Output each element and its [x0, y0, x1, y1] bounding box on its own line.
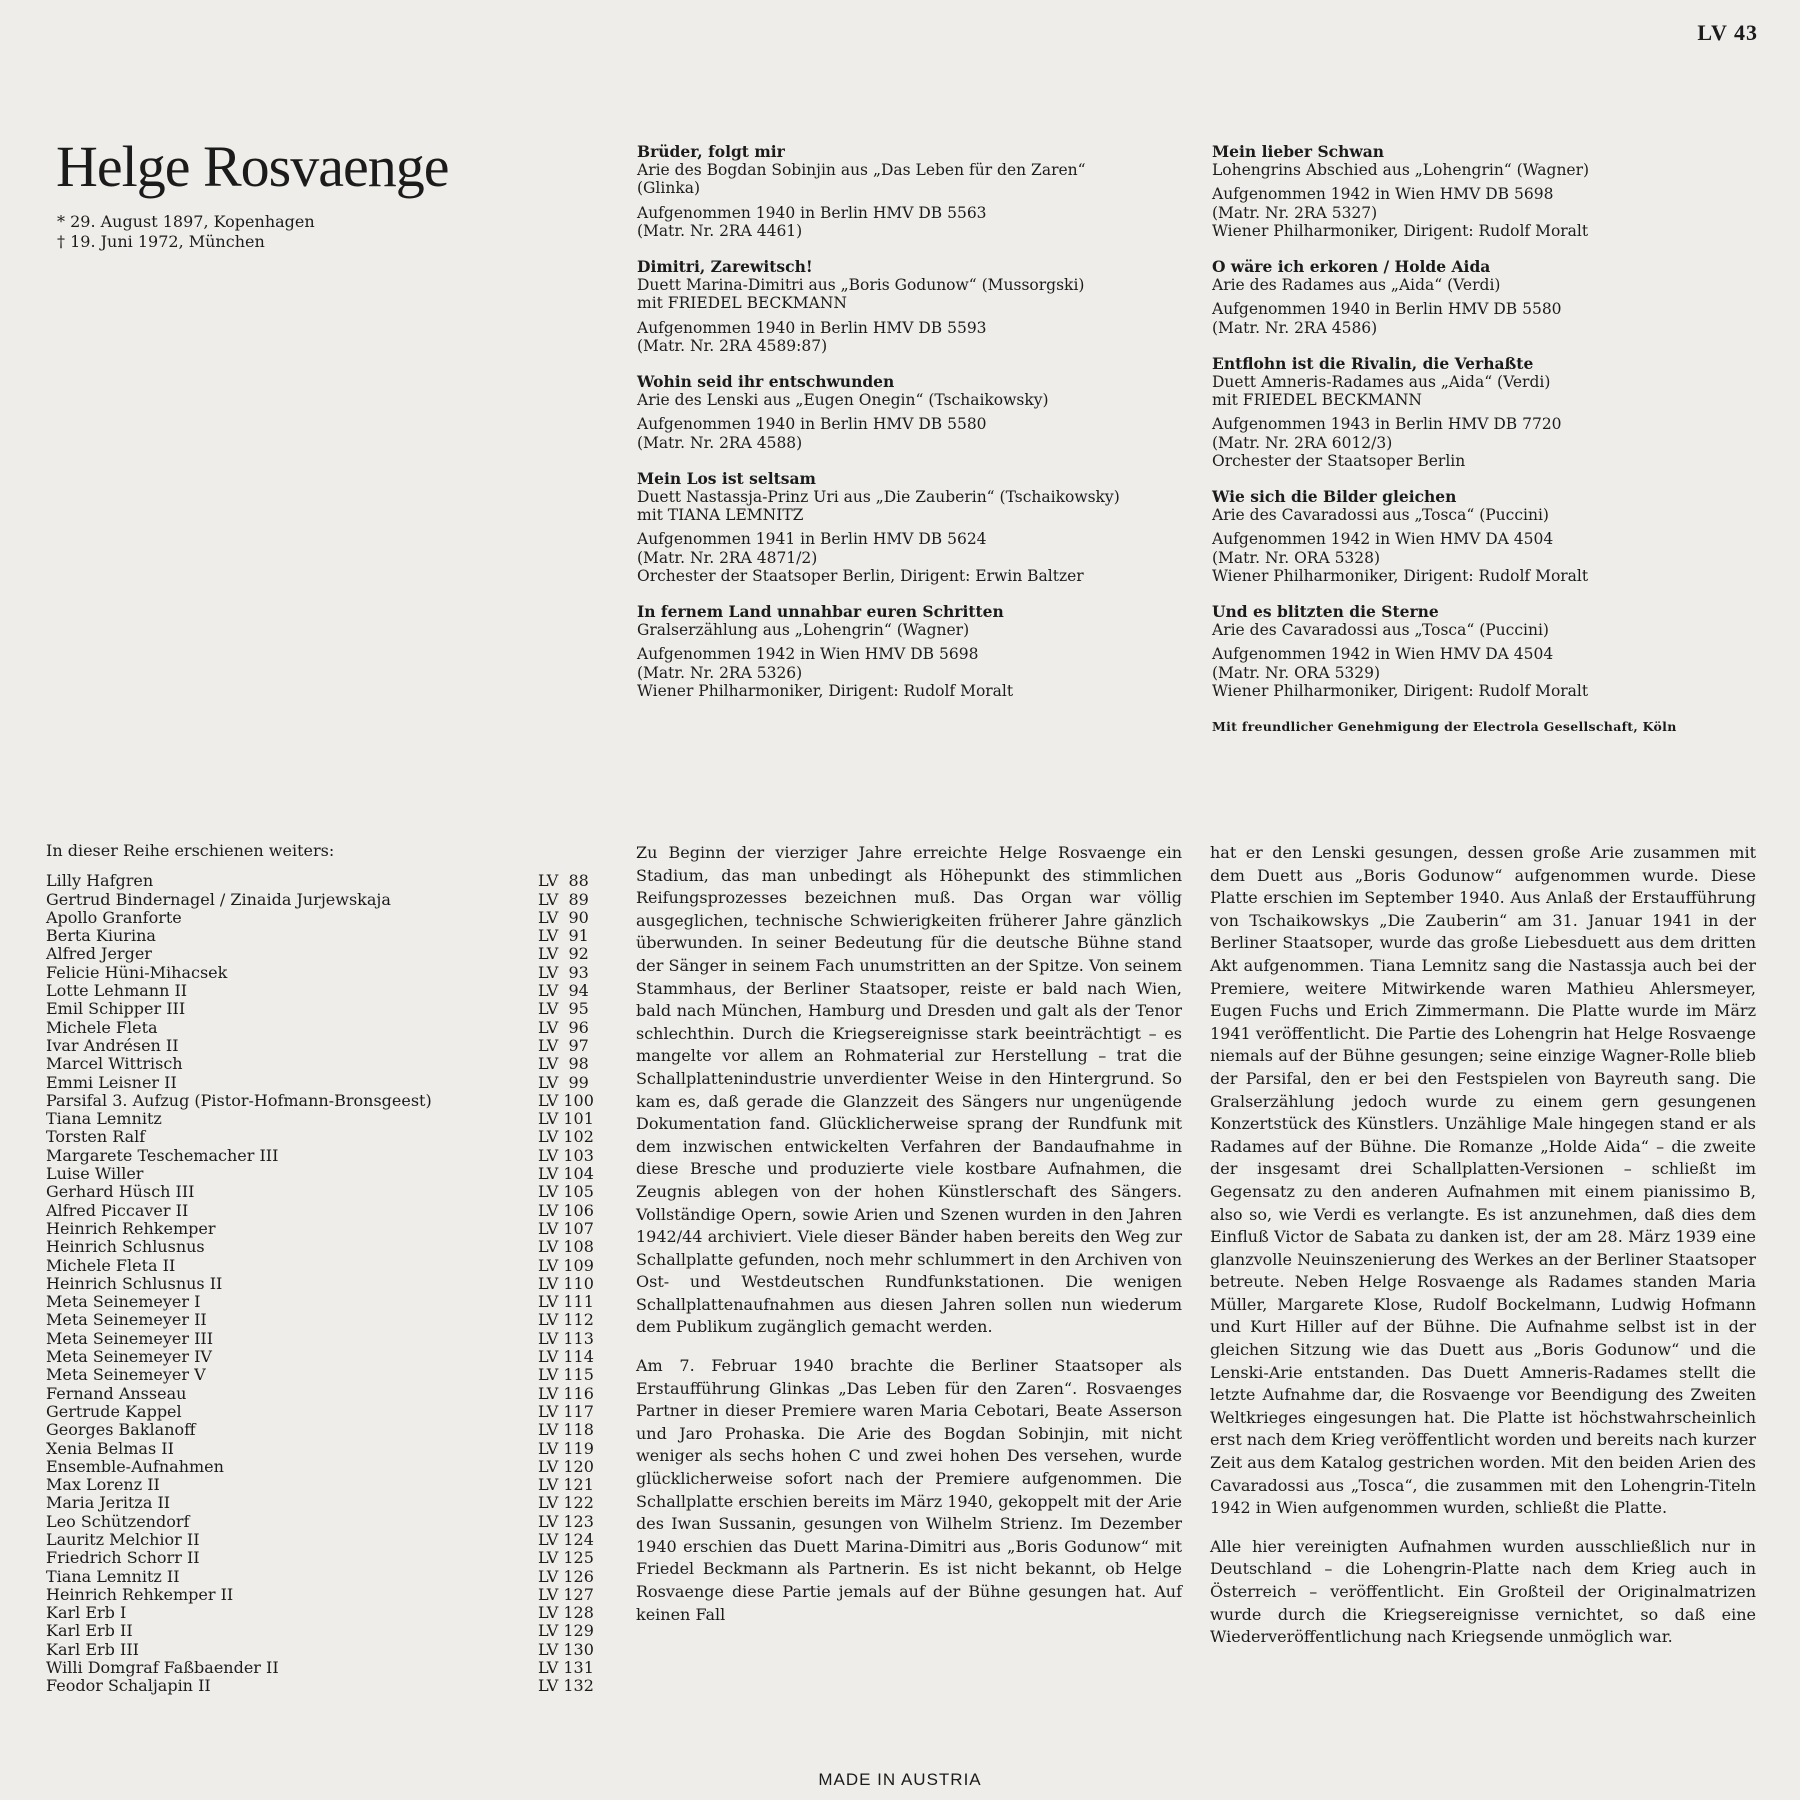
- track-recording-info: [1212, 645, 1772, 700]
- track-description-line: mit FRIEDEL BECKMANN: [637, 294, 847, 313]
- series-row: [46, 1238, 606, 1256]
- series-artist: Willi Domgraf Faßbaender II: [46, 1658, 279, 1678]
- series-catalog-number: LV 122: [538, 1493, 594, 1513]
- series-catalog-number: LV 123: [538, 1511, 594, 1531]
- track-recording-line: Wiener Philharmoniker, Dirigent: Rudolf Moralt: [1212, 221, 1589, 240]
- series-artist: Meta Seinemeyer I: [46, 1292, 201, 1312]
- series-catalog-number: LV 90: [538, 907, 589, 927]
- series-artist: Gerhard Hüsch III: [46, 1182, 195, 1202]
- series-artist: Gertrud Bindernagel / Zinaida Jurjewskaja: [46, 889, 391, 909]
- series-catalog-number: LV 101: [538, 1109, 594, 1129]
- catalog-number: LV 43: [1697, 20, 1758, 45]
- series-catalog-number: LV 96: [538, 1017, 589, 1037]
- track-description-line: Duett Amneris-Radames aus „Aida“ (Verdi): [1212, 373, 1551, 392]
- track-recording-line: Aufgenommen 1942 in Wien HMV DA 4504: [1212, 530, 1554, 549]
- track-description: [1212, 373, 1772, 409]
- track-entry: [1212, 355, 1772, 470]
- series-row: [46, 1586, 606, 1604]
- series-catalog-number: LV 129: [538, 1621, 594, 1641]
- series-artist: Feodor Schaljapin II: [46, 1676, 211, 1696]
- track-recording-line: (Matr. Nr. 2RA 4461): [637, 221, 803, 240]
- track-title: Dimitri, Zarewitsch!: [637, 257, 813, 277]
- track-description: [1212, 161, 1772, 179]
- series-artist: Leo Schützendorf: [46, 1511, 190, 1531]
- series-row: [46, 1202, 606, 1220]
- track-title: O wäre ich erkoren / Holde Aida: [1212, 257, 1491, 277]
- series-row: [46, 1055, 606, 1073]
- series-row: [46, 1275, 606, 1293]
- series-list: [46, 842, 606, 1696]
- series-row: [46, 1092, 606, 1110]
- series-artist: Michele Fleta II: [46, 1255, 176, 1275]
- series-catalog-number: LV 130: [538, 1639, 594, 1659]
- series-catalog-number: LV 120: [538, 1456, 594, 1476]
- series-catalog-number: LV 111: [538, 1292, 594, 1312]
- track-title: Und es blitzten die Sterne: [1212, 602, 1439, 622]
- series-row: [46, 1531, 606, 1549]
- track-recording-line: Aufgenommen 1940 in Berlin HMV DB 5580: [637, 415, 987, 434]
- series-catalog-number: LV 119: [538, 1438, 594, 1458]
- series-catalog-number: LV 88: [538, 871, 589, 891]
- track-recording-info: [637, 645, 1197, 700]
- track-description: [637, 161, 1197, 197]
- track-recording-line: (Matr. Nr. 2RA 5326): [637, 663, 803, 682]
- series-catalog-number: LV 121: [538, 1475, 594, 1495]
- series-row: [46, 1311, 606, 1329]
- track-entry: [1212, 603, 1772, 700]
- track-recording-line: (Matr. Nr. 2RA 6012/3): [1212, 433, 1393, 452]
- track-description-line: Arie des Lenski aus „Eugen Onegin“ (Tschaikowsky): [637, 391, 1049, 410]
- series-row: [46, 1677, 606, 1695]
- track-recording-info: [637, 204, 1197, 240]
- series-artist: Michele Fleta: [46, 1017, 158, 1037]
- series-artist: Parsifal 3. Aufzug (Pistor-Hofmann-Bronsgeest): [46, 1090, 432, 1110]
- made-in-label: MADE IN AUSTRIA: [818, 1770, 982, 1789]
- series-catalog-number: LV 128: [538, 1603, 594, 1623]
- series-row: [46, 1641, 606, 1659]
- track-recording-line: Aufgenommen 1940 in Berlin HMV DB 5593: [637, 318, 987, 337]
- track-description-line: Lohengrins Abschied aus „Lohengrin“ (Wagner): [1212, 161, 1590, 180]
- track-recording-line: Wiener Philharmoniker, Dirigent: Rudolf Moralt: [637, 681, 1014, 700]
- track-recording-line: Aufgenommen 1940 in Berlin HMV DB 5580: [1212, 300, 1562, 319]
- track-recording-line: (Matr. Nr. 2RA 4588): [637, 433, 803, 452]
- series-artist: Ensemble-Aufnahmen: [46, 1456, 224, 1476]
- series-artist: Berta Kiurina: [46, 926, 156, 946]
- track-description: [637, 621, 1197, 639]
- series-artist: Lilly Hafgren: [46, 871, 154, 891]
- track-entry: [637, 373, 1197, 452]
- track-description-line: (Glinka): [637, 179, 701, 198]
- series-artist: Fernand Ansseau: [46, 1383, 187, 1403]
- series-artist: Meta Seinemeyer IV: [46, 1347, 212, 1367]
- track-title: Wie sich die Bilder gleichen: [1212, 487, 1457, 507]
- essay-paragraph: Alle hier vereinigten Aufnahmen wurden ausschließlich nur in Deutschland – die Lohengrin-Platte nach dem Krieg auch in Österreich – veröffentlicht. Ein Großteil der Originalmatrizen wurde durch die Kriegsereignisse vernichtet, so daß eine Wiederveröffentlichung nach Kriegsende unmöglich war.: [1210, 1536, 1756, 1647]
- series-artist: Karl Erb III: [46, 1639, 139, 1659]
- track-recording-info: [1212, 300, 1772, 336]
- series-row: [46, 1019, 606, 1037]
- birth-date: * 29. August 1897, Kopenhagen: [57, 212, 315, 231]
- track-description-line: Arie des Cavaradossi aus „Tosca“ (Puccini): [1212, 506, 1549, 525]
- track-title: Mein lieber Schwan: [1212, 142, 1385, 161]
- artist-name: Helge Rosvaenge: [56, 134, 449, 199]
- series-artist: Emil Schipper III: [46, 999, 186, 1019]
- series-artist: Max Lorenz II: [46, 1475, 160, 1495]
- series-catalog-number: LV 118: [538, 1420, 594, 1440]
- series-artist: Apollo Granforte: [46, 907, 182, 927]
- series-artist: Tiana Lemnitz: [46, 1109, 162, 1129]
- track-recording-info: [1212, 530, 1772, 585]
- track-recording-line: (Matr. Nr. ORA 5329): [1212, 663, 1381, 682]
- series-row: [46, 1440, 606, 1458]
- series-catalog-number: LV 115: [538, 1365, 594, 1385]
- track-title: In fernem Land unnahbar euren Schritten: [637, 602, 1004, 622]
- series-catalog-number: LV 113: [538, 1328, 594, 1348]
- track-recording-line: Wiener Philharmoniker, Dirigent: Rudolf Moralt: [1212, 566, 1589, 585]
- track-entry: [637, 143, 1197, 240]
- series-artist: Friedrich Schorr II: [46, 1548, 200, 1568]
- series-row: [46, 1549, 606, 1567]
- series-artist: Xenia Belmas II: [46, 1438, 174, 1458]
- series-catalog-number: LV 125: [538, 1548, 594, 1568]
- track-description-line: Arie des Bogdan Sobinjin aus „Das Leben für den Zaren“: [637, 161, 1086, 180]
- series-row: [46, 1659, 606, 1677]
- series-catalog-number: LV 99: [538, 1072, 589, 1092]
- series-artist: Margarete Teschemacher III: [46, 1145, 279, 1165]
- series-artist: Karl Erb II: [46, 1621, 133, 1641]
- series-catalog-number: LV 103: [538, 1145, 594, 1165]
- track-recording-info: [637, 415, 1197, 451]
- series-catalog-number: LV 114: [538, 1347, 594, 1367]
- series-row: [46, 1074, 606, 1092]
- track-description: [637, 391, 1197, 409]
- series-catalog-number: LV 94: [538, 981, 589, 1001]
- series-artist: Emmi Leisner II: [46, 1072, 177, 1092]
- series-row: [46, 1293, 606, 1311]
- track-recording-line: (Matr. Nr. ORA 5328): [1212, 548, 1381, 567]
- series-artist: Luise Willer: [46, 1164, 144, 1184]
- series-heading: In dieser Reihe erschienen weiters:: [46, 841, 335, 860]
- track-recording-line: (Matr. Nr. 2RA 5327): [1212, 203, 1378, 222]
- series-row: [46, 1403, 606, 1421]
- series-catalog-number: LV 124: [538, 1529, 594, 1549]
- essay-paragraph: hat er den Lenski gesungen, dessen große Arie zusammen mit dem Duett aus „Boris Godunow“ aufgenommen wurde. Diese Platte erschien im September 1940. Aus Anlaß der Erstaufführung von Tschaikowskys „Die Zauberin“ am 31. Januar 1941 in der Berliner Staatsoper, wurde das große Liebesduett aus dem dritten Akt aufgenommen. Tiana Lemnitz sang die Nastassja auch bei der Premiere, weitere Mitwirkende waren Mathieu Ahlersmeyer, Eugen Fuchs und Erich Zimmermann. Die Platte wurde im März 1941 veröffentlicht. Die Partie des Lohengrin hat Helge Rosvaenge niemals auf der Bühne gesungen; seine einzige Wagner-Rolle blieb der Parsifal, den er bei den Festspielen von Bayreuth sang. Die Gralserzählung jedoch wurde zu einem gern gesungenen Konzertstück des Künstlers. Unzählige Male hingegen stand er als Radames auf der Bühne. Die Romanze „Holde Aida“ – die zweite der insgesamt drei Schallplatten-Versionen – schließt im Gegensatz zu den anderen Aufnahmen mit einem pianissimo B, also so, wie Verdi es verlangte. Es ist anzunehmen, daß dies dem Einfluß Victor de Sabata zu danken ist, der am 28. März 1939 eine glanzvolle Neuinszenierung des Werkes an der Berliner Staatsoper betreute. Neben Helge Rosvaenge als Radames standen Maria Müller, Margarete Klose, Rudolf Bockelmann, Ludwig Hofmann und Kurt Hiller auf der Bühne. Die Aufnahme selbst ist in der gleichen Sitzung wie das Duett aus „Boris Godunow“ und die Lenski-Arie entstanden. Das Duett Amneris-Radames stellt die letzte Aufnahme dar, die Rosvaenge vor Beendigung des Zweiten Weltkrieges eingesungen hat. Die Platte ist höchstwahrscheinlich erst nach dem Krieg veröffentlicht worden und bereits nach kurzer Zeit aus dem Katalog gestrichen worden. Mit den beiden Arien des Cavaradossi aus „Tosca“, die zusammen mit den Lohengrin-Titeln 1942 in Wien aufgenommen wurden, schließt die Platte.: [1210, 843, 1756, 1518]
- series-catalog-number: LV 112: [538, 1310, 594, 1330]
- track-recording-line: Aufgenommen 1943 in Berlin HMV DB 7720: [1212, 415, 1562, 434]
- series-artist: Alfred Piccaver II: [46, 1200, 189, 1220]
- series-row: [46, 1366, 606, 1384]
- track-entry: [637, 258, 1197, 355]
- series-artist: Tiana Lemnitz II: [46, 1566, 180, 1586]
- series-row: [46, 1037, 606, 1055]
- series-row: [46, 1000, 606, 1018]
- track-description-line: mit FRIEDEL BECKMANN: [1212, 391, 1422, 410]
- track-description: [1212, 506, 1772, 524]
- series-catalog-number: LV 105: [538, 1182, 594, 1202]
- series-catalog-number: LV 100: [538, 1090, 594, 1110]
- track-entry: [1212, 258, 1772, 337]
- series-catalog-number: LV 117: [538, 1401, 594, 1421]
- series-row: [46, 1183, 606, 1201]
- series-row: [46, 872, 606, 890]
- track-recording-info: [637, 319, 1197, 355]
- series-catalog-number: LV 109: [538, 1255, 594, 1275]
- series-artist: Ivar Andrésen II: [46, 1035, 179, 1055]
- series-row: [46, 945, 606, 963]
- series-catalog-number: LV 104: [538, 1164, 594, 1184]
- series-artist: Heinrich Rehkemper II: [46, 1584, 234, 1604]
- series-catalog-number: LV 97: [538, 1035, 589, 1055]
- series-artist: Meta Seinemeyer II: [46, 1310, 207, 1330]
- essay-column-2: [1210, 842, 1756, 1665]
- series-artist: Alfred Jerger: [46, 944, 152, 964]
- series-artist: Heinrich Schlusnus: [46, 1237, 205, 1257]
- track-description-line: Gralserzählung aus „Lohengrin“ (Wagner): [637, 621, 970, 640]
- series-catalog-number: LV 116: [538, 1383, 594, 1403]
- series-catalog-number: LV 93: [538, 962, 589, 982]
- track-title: Entflohn ist die Rivalin, die Verhaßte: [1212, 353, 1534, 373]
- track-description-line: Duett Marina-Dimitri aus „Boris Godunow“ (Mussorgski): [637, 276, 1085, 295]
- series-artist: Lauritz Melchior II: [46, 1529, 200, 1549]
- series-row: [46, 1622, 606, 1640]
- track-recording-line: Aufgenommen 1940 in Berlin HMV DB 5563: [637, 203, 987, 222]
- track-recording-info: [637, 530, 1197, 585]
- series-artist: Torsten Ralf: [46, 1127, 146, 1147]
- track-entry: [1212, 143, 1772, 240]
- series-artist: Georges Baklanoff: [46, 1420, 196, 1440]
- series-row: [46, 1348, 606, 1366]
- essay-column-1: [636, 842, 1182, 1642]
- credit-note: Mit freundlicher Genehmigung der Electrola Gesellschaft, Köln: [1212, 719, 1677, 735]
- series-catalog-number: LV 107: [538, 1218, 594, 1238]
- series-catalog-number: LV 110: [538, 1273, 594, 1293]
- track-recording-line: Orchester der Staatsoper Berlin: [1212, 451, 1466, 470]
- track-recording-line: Aufgenommen 1941 in Berlin HMV DB 5624: [637, 530, 987, 549]
- series-artist: Heinrich Schlusnus II: [46, 1273, 223, 1293]
- series-row: [46, 1513, 606, 1531]
- series-row: [46, 909, 606, 927]
- track-entry: [1212, 488, 1772, 585]
- essay-paragraph: Zu Beginn der vierziger Jahre erreichte Helge Rosvaenge ein Stadium, das man unbedingt als Höhepunkt des stimmlichen Reifungsprozesses bezeichnen muß. Das Organ war völlig ausgeglichen, technische Schwierigkeiten früherer Jahre gänzlich überwunden. In seiner Bedeutung für die deutsche Bühne stand der Sänger in seinem Fach unumstritten an der Spitze. Von seinem Stammhaus, der Berliner Staatsoper, reiste er bald nach Wien, bald nach München, Hamburg und Dresden und galt als der Tenor schlechthin. Durch die Kriegsereignisse stark beeinträchtigt – es mangelte vor allem an Rohmaterial zur Herstellung – trat die Schallplattenindustrie unverdienter Weise in den Hintergrund. So kam es, daß gerade die Glanzzeit des Sängers nur ungenügende Dokumentation fand. Glücklicherweise sprang der Rundfunk mit dem inzwischen entwickelten Verfahren der Bandaufnahme in diese Bresche und produzierte viele kostbare Aufnahmen, die Zeugnis ablegen von der hohen Künstlerschaft des Sängers. Vollständige Opern, sowie Arien und Szenen wurden in den Jahren 1942/44 archiviert. Viele dieser Bänder haben bereits den Weg zur Schallplatte gefunden, noch mehr schlummert in den Archiven von Ost- und Westdeutschen Rundfunkstationen. Die wenigen Schallplattenaufnahmen aus diesen Jahren sollen nun wiederum dem Publikum zugänglich gemacht werden.: [636, 843, 1182, 1337]
- series-artist: Heinrich Rehkemper: [46, 1218, 216, 1238]
- track-description-line: mit TIANA LEMNITZ: [637, 506, 804, 525]
- series-row: [46, 1220, 606, 1238]
- track-recording-line: Wiener Philharmoniker, Dirigent: Rudolf Moralt: [1212, 681, 1589, 700]
- track-recording-line: Aufgenommen 1942 in Wien HMV DB 5698: [637, 645, 979, 664]
- track-recording-line: (Matr. Nr. 2RA 4589:87): [637, 336, 828, 355]
- track-description-line: Arie des Cavaradossi aus „Tosca“ (Puccini): [1212, 621, 1549, 640]
- series-row: [46, 1494, 606, 1512]
- track-recording-info: [1212, 185, 1772, 240]
- series-row: [46, 1257, 606, 1275]
- series-row: [46, 1604, 606, 1622]
- series-artist: Maria Jeritza II: [46, 1493, 171, 1513]
- series-artist: Karl Erb I: [46, 1603, 127, 1623]
- series-catalog-number: LV 92: [538, 944, 589, 964]
- track-title: Brüder, folgt mir: [637, 142, 785, 161]
- series-row: [46, 1165, 606, 1183]
- series-catalog-number: LV 127: [538, 1584, 594, 1604]
- track-description: [1212, 276, 1772, 294]
- track-description: [1212, 621, 1772, 639]
- series-row: [46, 1476, 606, 1494]
- series-catalog-number: LV 98: [538, 1054, 589, 1074]
- series-row: [46, 1568, 606, 1586]
- track-list-left: [637, 143, 1197, 718]
- series-catalog-number: LV 131: [538, 1658, 594, 1678]
- series-catalog-number: LV 132: [538, 1676, 594, 1696]
- series-artist: Gertrude Kappel: [46, 1401, 182, 1421]
- track-list-right: [1212, 143, 1772, 736]
- series-catalog-number: LV 108: [538, 1237, 594, 1257]
- essay-paragraph: Am 7. Februar 1940 brachte die Berliner Staatsoper als Erstaufführung Glinkas „Das Leben für den Zaren“. Rosvaenges Partner in dieser Premiere waren Maria Cebotari, Beate Asserson und Jaro Prohaska. Die Arie des Bogdan Sobinjin, mit nicht weniger als sechs hohen C und zwei hohen Des versehen, wurde glücklicherweise sofort nach der Premiere aufgenommen. Die Schallplatte erschien bereits im März 1940, gekoppelt mit der Arie des Iwan Sussanin, gesungen von Wilhelm Strienz. Im Dezember 1940 erschien das Duett Marina-Dimitri aus „Boris Godunow“ mit Friedel Beckmann als Partnerin. Es ist nicht bekannt, ob Helge Rosvaenge diese Partie jemals auf der Bühne gesungen hat. Auf keinen Fall: [636, 1356, 1182, 1624]
- series-catalog-number: LV 91: [538, 926, 589, 946]
- death-date: † 19. Juni 1972, München: [57, 232, 265, 251]
- series-row: [46, 1458, 606, 1476]
- series-row: [46, 964, 606, 982]
- series-catalog-number: LV 126: [538, 1566, 594, 1586]
- track-entry: [637, 470, 1197, 585]
- track-title: Wohin seid ihr entschwunden: [637, 372, 895, 392]
- series-row: [46, 1110, 606, 1128]
- track-description: [637, 276, 1197, 312]
- series-catalog-number: LV 106: [538, 1200, 594, 1220]
- track-title: Mein Los ist seltsam: [637, 468, 816, 488]
- series-row: [46, 1330, 606, 1348]
- track-recording-info: [1212, 415, 1772, 470]
- track-description-line: Duett Nastassja-Prinz Uri aus „Die Zauberin“ (Tschaikowsky): [637, 488, 1120, 507]
- series-catalog-number: LV 89: [538, 889, 589, 909]
- artist-life-dates: [57, 212, 315, 252]
- track-recording-line: Orchester der Staatsoper Berlin, Dirigent: Erwin Baltzer: [637, 566, 1084, 585]
- series-row: [46, 1421, 606, 1439]
- series-row: [46, 1147, 606, 1165]
- track-description: [637, 488, 1197, 524]
- track-recording-line: (Matr. Nr. 2RA 4871/2): [637, 548, 818, 567]
- series-artist: Meta Seinemeyer III: [46, 1328, 214, 1348]
- series-row: [46, 927, 606, 945]
- track-recording-line: Aufgenommen 1942 in Wien HMV DA 4504: [1212, 645, 1554, 664]
- series-artist: Meta Seinemeyer V: [46, 1365, 206, 1385]
- track-recording-line: Aufgenommen 1942 in Wien HMV DB 5698: [1212, 185, 1554, 204]
- track-description-line: Arie des Radames aus „Aida“ (Verdi): [1212, 276, 1501, 295]
- series-row: [46, 891, 606, 909]
- series-artist: Lotte Lehmann II: [46, 981, 188, 1001]
- series-row: [46, 1385, 606, 1403]
- series-row: [46, 982, 606, 1000]
- series-artist: Felicie Hüni-Mihacsek: [46, 962, 228, 982]
- series-catalog-number: LV 102: [538, 1127, 594, 1147]
- track-recording-line: (Matr. Nr. 2RA 4586): [1212, 318, 1378, 337]
- series-artist: Marcel Wittrisch: [46, 1054, 183, 1074]
- track-entry: [637, 603, 1197, 700]
- series-catalog-number: LV 95: [538, 999, 589, 1019]
- series-row: [46, 1128, 606, 1146]
